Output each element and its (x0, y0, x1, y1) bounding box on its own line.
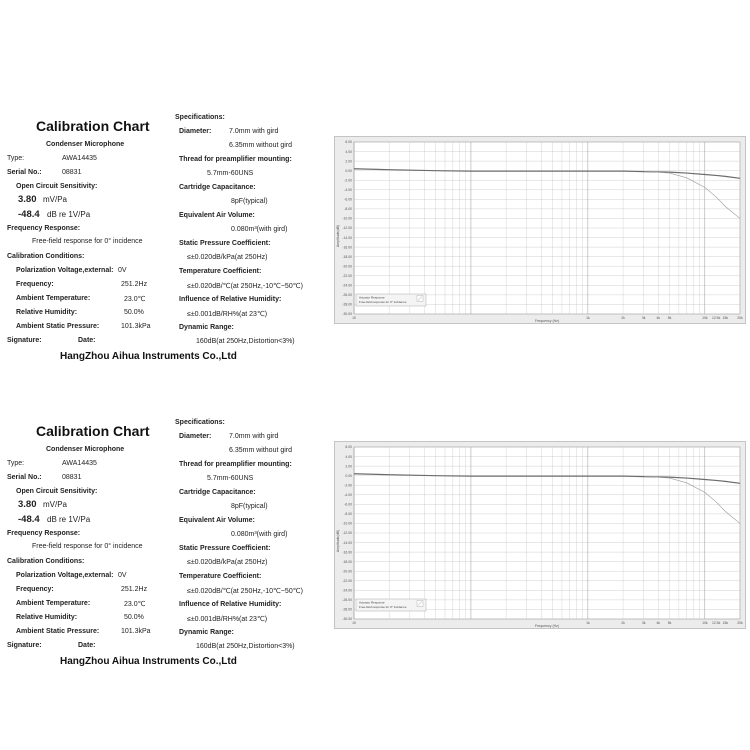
temp-coef-value: ≤±0.020dB/℃(at 250Hz,-10℃~50℃) (187, 283, 303, 290)
legend-entry-2: Free-field response for 0° incidence (359, 300, 407, 304)
cal-conditions-label: Calibration Conditions: (7, 253, 85, 260)
y-tick-label: -14.00 (342, 540, 352, 545)
x-tick-label: 1k (586, 621, 590, 625)
chart-title: Calibration Chart (36, 423, 150, 439)
frequency-label: Frequency: (16, 281, 54, 288)
humidity-influence-value: ≤±0.001dB/RH%(at 23℃) (187, 311, 268, 318)
y-tick-label: -18.00 (342, 559, 352, 564)
calibration-sheet-1 (0, 108, 750, 398)
y-tick-label: -10.00 (342, 216, 352, 221)
ambient-temp-value: 23.0℃ (124, 296, 146, 303)
y-axis-label: Amplitude(dB) (336, 224, 340, 248)
sensitivity-db-unit: dB re 1V/Pa (47, 515, 91, 524)
polarization-value: 0V (118, 267, 127, 274)
thread-value: 5.7mm-60UNS (207, 475, 254, 482)
specifications-label: Specifications: (175, 114, 225, 121)
y-tick-label: -8.00 (344, 512, 352, 517)
y-tick-label: 4.00 (345, 149, 352, 154)
y-tick-label: 2.00 (345, 464, 352, 469)
static-coef-value: ≤±0.020dB/kPa(at 250Hz) (187, 254, 268, 261)
freq-response-label: Frequency Response: (7, 225, 81, 232)
static-pressure-label: Ambient Static Pressure: (16, 628, 100, 635)
chart-title: Calibration Chart (36, 118, 150, 134)
humidity-influence-value: ≤±0.001dB/RH%(at 23℃) (187, 616, 268, 623)
freq-response-value: Free-field response for 0° incidence (32, 543, 143, 550)
sensitivity-unit: mV/Pa (43, 500, 68, 509)
polarization-value: 0V (118, 572, 127, 579)
serial-label: Serial No.: (7, 474, 42, 481)
x-tick-label: 20k (737, 316, 743, 320)
diameter-value-1: 7.0mm with gird (229, 433, 279, 440)
ambient-temp-label: Ambient Temperature: (16, 600, 91, 607)
x-tick-label: 2k (621, 316, 625, 320)
y-tick-label: -4.00 (344, 187, 352, 192)
diameter-value-2: 6.35mm without gird (229, 142, 293, 149)
dynamic-range-label: Dynamic Range: (179, 629, 234, 636)
y-tick-label: -16.00 (342, 550, 352, 555)
air-volume-value: 0.080m³(with gird) (231, 531, 288, 538)
date-label: Date: (78, 642, 96, 649)
x-tick-label: 10 (352, 621, 356, 625)
diameter-value-1: 7.0mm with gird (229, 128, 279, 135)
capacitance-label: Cartridge Capacitance: (179, 184, 256, 191)
static-coef-value: ≤±0.020dB/kPa(at 250Hz) (187, 559, 268, 566)
capacitance-value: 8pF(typical) (231, 198, 268, 205)
frequency-response-chart (334, 136, 746, 324)
specifications-label: Specifications: (175, 419, 225, 426)
x-tick-label: 12.5k (711, 621, 721, 625)
serial-value: 08831 (62, 169, 82, 176)
legend-entry-1: Actuator Response (359, 295, 385, 300)
x-tick-label: 4k (656, 316, 661, 320)
humidity-influence-label: Influence of Relative Humidity: (179, 296, 282, 303)
company-name: HangZhou Aihua Instruments Co.,Ltd (60, 656, 237, 667)
y-tick-label: 2.00 (345, 159, 352, 164)
legend-entry-2: Free-field response for 0° incidence (359, 605, 407, 609)
y-tick-label: -6.00 (344, 502, 352, 507)
chart-subtitle: Condenser Microphone (46, 141, 125, 148)
y-axis-label: Amplitude(dB) (336, 529, 340, 553)
y-tick-label: -26.00 (342, 293, 352, 298)
diameter-label: Diameter: (179, 128, 212, 135)
signature-label: Signature: (7, 337, 42, 344)
x-tick-label: 10k (702, 316, 708, 320)
y-tick-label: -12.00 (342, 531, 352, 536)
signature-label: Signature: (7, 642, 42, 649)
x-axis-label: Frequency (Hz) (534, 624, 560, 628)
temp-coef-label: Temperature Coefficient: (179, 268, 262, 275)
frequency-label: Frequency: (16, 586, 54, 593)
y-tick-label: 4.00 (345, 454, 352, 459)
y-tick-label: -24.00 (342, 588, 352, 593)
type-value: AWA14435 (62, 460, 97, 467)
ambient-temp-value: 23.0℃ (124, 601, 146, 608)
date-label: Date: (78, 337, 96, 344)
capacitance-label: Cartridge Capacitance: (179, 489, 256, 496)
y-tick-label: -2.00 (344, 483, 352, 488)
serial-value: 08831 (62, 474, 82, 481)
cal-conditions-label: Calibration Conditions: (7, 558, 85, 565)
y-tick-label: -6.00 (344, 197, 352, 202)
y-tick-label: -28.00 (342, 607, 352, 612)
diameter-value-2: 6.35mm without gird (229, 447, 293, 454)
x-tick-label: 5k (667, 316, 672, 320)
air-volume-label: Equivalent Air Volume: (179, 517, 255, 524)
x-tick-label: 10 (352, 316, 356, 320)
thread-label: Thread for preamplifier mounting: (179, 156, 292, 163)
legend-entry-1: Actuator Response (359, 600, 385, 605)
x-tick-label: 12.5k (711, 316, 721, 320)
humidity-value: 50.0% (124, 309, 144, 316)
frequency-value: 251.2Hz (121, 586, 148, 593)
capacitance-value: 8pF(typical) (231, 503, 268, 510)
polarization-label: Polarization Voltage,external: (16, 267, 114, 274)
freq-response-value: Free-field response for 0° incidence (32, 238, 143, 245)
x-tick-label: 4k (656, 621, 661, 625)
sensitivity-value: 3.80 (18, 499, 37, 510)
x-tick-label: 1k (586, 316, 590, 320)
static-pressure-label: Ambient Static Pressure: (16, 323, 100, 330)
diameter-label: Diameter: (179, 433, 212, 440)
calibration-sheet-2 (0, 413, 750, 703)
humidity-influence-label: Influence of Relative Humidity: (179, 601, 282, 608)
dynamic-range-value: 160dB(at 250Hz,Distortion<3%) (196, 643, 295, 650)
type-label: Type: (7, 460, 25, 467)
chart-subtitle: Condenser Microphone (46, 446, 125, 453)
freq-response-label: Frequency Response: (7, 530, 81, 537)
x-tick-label: 2k (621, 621, 625, 625)
y-tick-label: -12.00 (342, 226, 352, 231)
sensitivity-label: Open Circuit Sensitivity: (16, 488, 98, 495)
sensitivity-db-value: -48.4 (18, 209, 40, 220)
static-coef-label: Static Pressure Coefficient: (179, 545, 271, 552)
x-tick-label: 15k (722, 621, 729, 625)
frequency-response-chart (334, 441, 746, 629)
sensitivity-value: 3.80 (18, 194, 37, 205)
company-name: HangZhou Aihua Instruments Co.,Ltd (60, 351, 237, 362)
sensitivity-label: Open Circuit Sensitivity: (16, 183, 98, 190)
temp-coef-value: ≤±0.020dB/℃(at 250Hz,-10℃~50℃) (187, 588, 303, 595)
y-tick-label: -30.00 (342, 312, 352, 317)
thread-value: 5.7mm-60UNS (207, 170, 254, 177)
polarization-label: Polarization Voltage,external: (16, 572, 114, 579)
sensitivity-db-value: -48.4 (18, 514, 40, 525)
x-axis-label: Frequency (Hz) (534, 319, 560, 323)
y-tick-label: 6.00 (345, 140, 352, 145)
dynamic-range-value: 160dB(at 250Hz,Distortion<3%) (196, 338, 295, 345)
y-tick-label: -16.00 (342, 245, 352, 250)
sensitivity-db-unit: dB re 1V/Pa (47, 210, 91, 219)
air-volume-label: Equivalent Air Volume: (179, 212, 255, 219)
humidity-label: Relative Humidity: (16, 614, 78, 621)
y-tick-label: -8.00 (344, 207, 352, 212)
dynamic-range-label: Dynamic Range: (179, 324, 234, 331)
y-tick-label: -22.00 (342, 273, 352, 278)
static-pressure-value: 101.3kPa (121, 323, 151, 330)
type-label: Type: (7, 155, 25, 162)
y-tick-label: -2.00 (344, 178, 352, 183)
type-value: AWA14435 (62, 155, 97, 162)
thread-label: Thread for preamplifier mounting: (179, 461, 292, 468)
humidity-label: Relative Humidity: (16, 309, 78, 316)
y-tick-label: -4.00 (344, 492, 352, 497)
temp-coef-label: Temperature Coefficient: (179, 573, 262, 580)
y-tick-label: -10.00 (342, 521, 352, 526)
y-tick-label: -18.00 (342, 254, 352, 259)
frequency-value: 251.2Hz (121, 281, 148, 288)
x-tick-label: 5k (667, 621, 672, 625)
x-tick-label: 3k (641, 621, 646, 625)
x-tick-label: 10k (702, 621, 708, 625)
x-tick-label: 3k (641, 316, 646, 320)
y-tick-label: -20.00 (342, 569, 352, 574)
y-tick-label: -30.00 (342, 617, 352, 622)
static-coef-label: Static Pressure Coefficient: (179, 240, 271, 247)
air-volume-value: 0.080m³(with gird) (231, 226, 288, 233)
x-tick-label: 15k (722, 316, 729, 320)
sensitivity-unit: mV/Pa (43, 195, 68, 204)
y-tick-label: 6.00 (345, 445, 352, 450)
serial-label: Serial No.: (7, 169, 42, 176)
y-tick-label: 0.00 (345, 473, 352, 478)
y-tick-label: -26.00 (342, 598, 352, 603)
y-tick-label: -14.00 (342, 235, 352, 240)
y-tick-label: 0.00 (345, 168, 352, 173)
y-tick-label: -20.00 (342, 264, 352, 269)
humidity-value: 50.0% (124, 614, 144, 621)
x-tick-label: 20k (737, 621, 743, 625)
y-tick-label: -22.00 (342, 578, 352, 583)
static-pressure-value: 101.3kPa (121, 628, 151, 635)
y-tick-label: -28.00 (342, 302, 352, 307)
y-tick-label: -24.00 (342, 283, 352, 288)
ambient-temp-label: Ambient Temperature: (16, 295, 91, 302)
